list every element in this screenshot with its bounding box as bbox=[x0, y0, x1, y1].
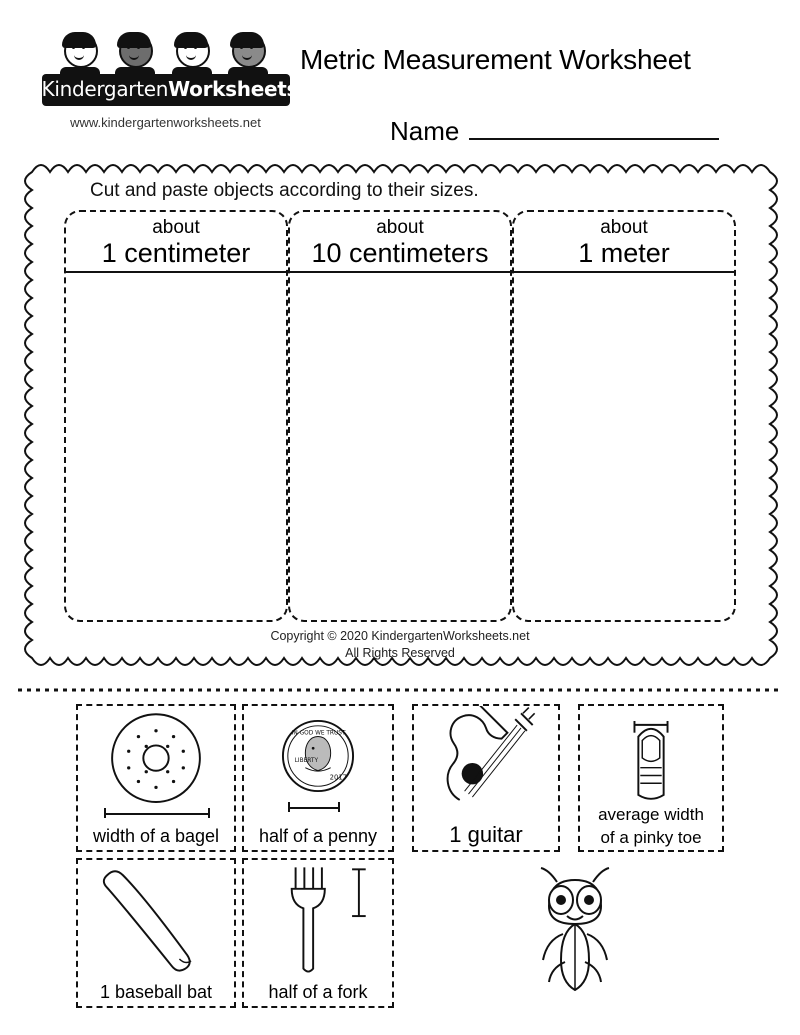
logo-text-thin: Kindergarten bbox=[41, 77, 169, 101]
cutout-tile-fork[interactable] bbox=[242, 858, 394, 1008]
svg-text:LIBERTY: LIBERTY bbox=[294, 757, 319, 764]
penny-icon bbox=[244, 706, 392, 806]
column-1-size-label: 1 centimeter bbox=[101, 237, 251, 268]
guitar-icon bbox=[414, 706, 558, 818]
cutout-tile-pinky-toe[interactable] bbox=[578, 704, 724, 852]
logo-wordmark bbox=[41, 74, 337, 106]
kid-figure-3 bbox=[170, 32, 214, 74]
baseball-bat-icon bbox=[78, 860, 234, 978]
svg-text:2017: 2017 bbox=[329, 773, 347, 782]
logo-text-tld: .net bbox=[298, 77, 337, 101]
name-input-line[interactable] bbox=[469, 116, 719, 140]
sorting-columns bbox=[64, 210, 736, 622]
instructions-text: Cut and paste objects according to their sizes. bbox=[90, 180, 479, 201]
measure-bar bbox=[288, 802, 340, 812]
svg-text:IN GOD WE TRUST: IN GOD WE TRUST bbox=[291, 730, 346, 737]
column-3-size-label: 1 meter bbox=[578, 237, 670, 268]
pinky-toe-icon bbox=[580, 706, 722, 808]
tile-caption: 1 baseball bat bbox=[99, 982, 213, 1003]
column-1-about-label: about bbox=[152, 217, 200, 238]
column-2-size-label: 10 centimeters bbox=[311, 237, 489, 268]
site-logo bbox=[38, 32, 337, 130]
column-header bbox=[66, 212, 286, 273]
cut-line-separator bbox=[18, 686, 782, 694]
page-header bbox=[0, 28, 800, 153]
column-header bbox=[514, 212, 734, 273]
kids-illustration bbox=[58, 32, 273, 74]
column-3-about-label: about bbox=[600, 217, 648, 238]
worksheet-card bbox=[22, 158, 778, 678]
fork-icon bbox=[244, 860, 392, 978]
tile-caption-second-line: of a pinky toe bbox=[600, 828, 702, 848]
cutout-tile-baseball-bat[interactable] bbox=[76, 858, 236, 1008]
column-header bbox=[290, 212, 510, 273]
drop-column-1-meter[interactable] bbox=[512, 210, 736, 622]
page-title: Metric Measurement Worksheet bbox=[300, 44, 691, 75]
cutout-area bbox=[0, 690, 800, 1035]
drop-column-1-centimeter[interactable] bbox=[64, 210, 288, 622]
copyright-line-2: All Rights Reserved bbox=[345, 646, 455, 661]
drop-column-10-centimeters[interactable] bbox=[288, 210, 512, 622]
kid-figure-4 bbox=[226, 32, 270, 74]
tile-caption: average width bbox=[598, 805, 704, 825]
cutout-tile-bagel[interactable] bbox=[76, 704, 236, 852]
name-label: Name bbox=[390, 116, 460, 146]
measure-bar bbox=[104, 808, 210, 818]
bagel-icon bbox=[78, 706, 234, 818]
copyright-line-1: Copyright © 2020 KindergartenWorksheets.net bbox=[270, 629, 530, 644]
kid-figure-1 bbox=[58, 32, 102, 74]
cutout-tile-penny[interactable] bbox=[242, 704, 394, 852]
cutout-tile-guitar[interactable] bbox=[412, 704, 560, 852]
name-field-row bbox=[390, 116, 770, 147]
logo-text-bold: Worksheets bbox=[168, 77, 299, 101]
kid-figure-2 bbox=[113, 32, 157, 74]
mascot-bug-icon bbox=[505, 862, 645, 1012]
worksheet-body bbox=[40, 172, 760, 664]
site-url: www.kindergartenworksheets.net bbox=[70, 115, 261, 130]
mascot-illustration bbox=[505, 862, 645, 1012]
column-2-about-label: about bbox=[376, 217, 424, 238]
tile-caption: 1 guitar bbox=[449, 821, 523, 847]
tile-caption: half of a fork bbox=[268, 982, 368, 1003]
tile-caption: half of a penny bbox=[258, 826, 378, 847]
copyright-block bbox=[40, 628, 760, 662]
tile-caption: width of a bagel bbox=[92, 826, 220, 847]
